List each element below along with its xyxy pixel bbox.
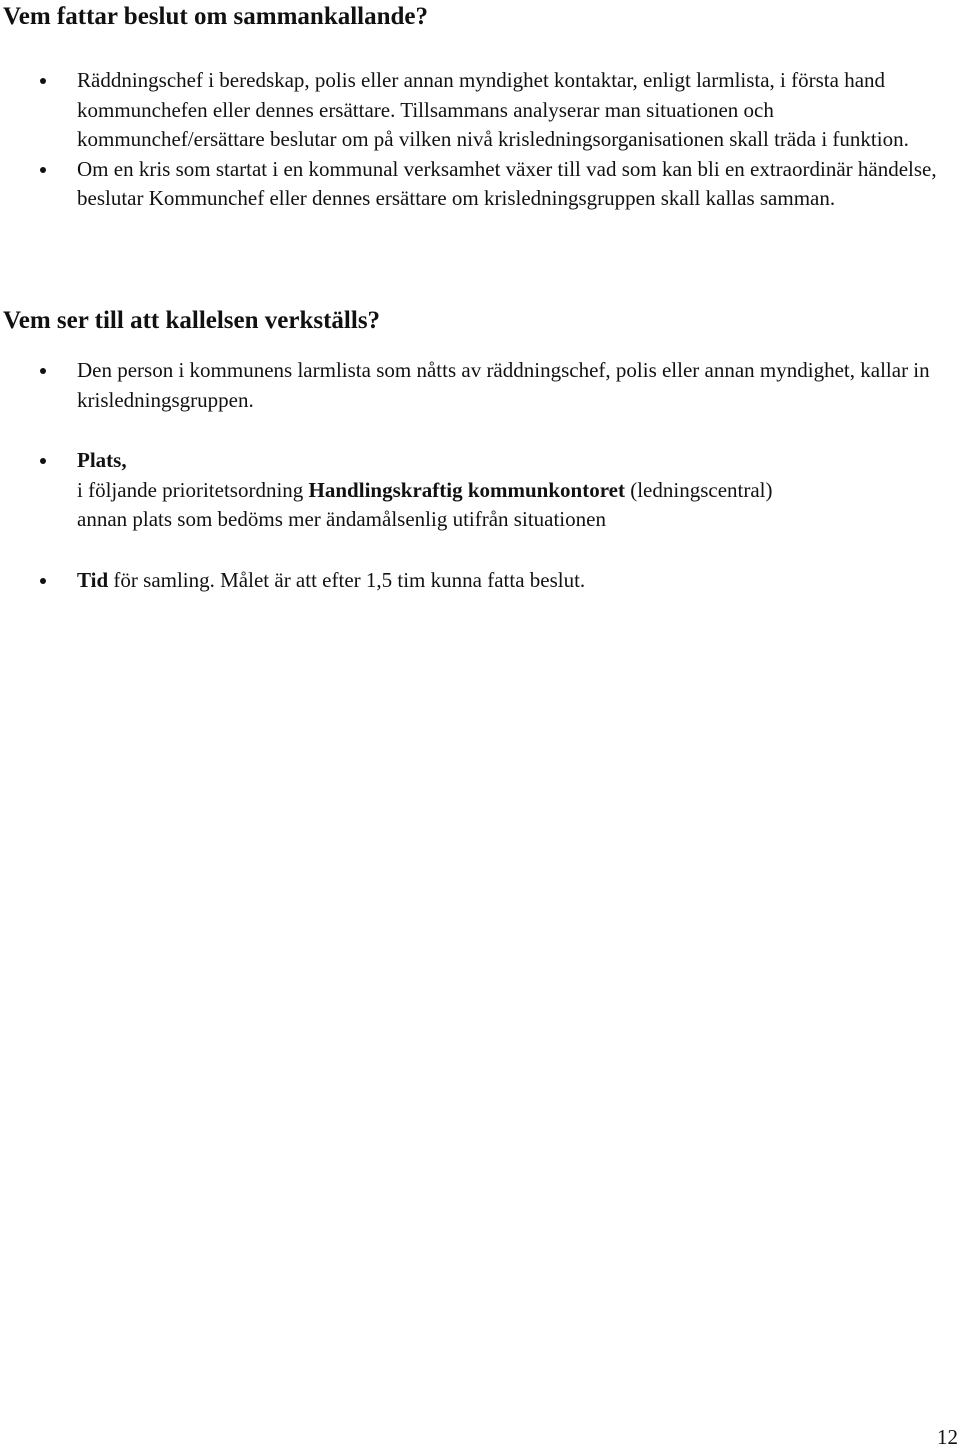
place-alternative-line: annan plats som bedöms mer ändamålsenlig utifrån situationen	[77, 507, 606, 531]
bullet-icon	[40, 368, 46, 374]
list-item-text: Den person i kommunens larmlista som nåtts av räddningschef, polis eller annan myndighet, kallar in krisledningsgruppen.	[77, 358, 930, 412]
list-item	[0, 356, 960, 415]
list-item-place	[0, 446, 960, 535]
place-priority-suffix: (ledningscentral)	[624, 477, 773, 502]
list-item-text: Räddningschef i beredskap, polis eller annan myndighet kontaktar, enligt larmlista, i första hand kommunchefen eller dennes ersättare. Tillsammans analyserar man situationen och kommunchef/ersättare beslutar om på vilken nivå krisledningsorganisationen skall träda i funktion.	[77, 68, 909, 151]
list-item	[0, 66, 960, 155]
place-priority-prefix: i följande prioritetsordning	[77, 477, 309, 502]
bullet-list-summons	[0, 356, 960, 595]
list-item-time	[0, 566, 960, 596]
bullet-icon	[40, 78, 46, 84]
place-priority-line	[77, 476, 940, 506]
page-number: 12	[937, 1425, 958, 1449]
bullet-list-decision	[0, 66, 960, 214]
list-item-text: Om en kris som startat i en kommunal verksamhet växer till vad som kan bli en extraordinär händelse, beslutar Kommunchef eller dennes ersättare om krisledningsgruppen skall kallas samman.	[77, 156, 937, 210]
section-heading-decision: Vem fattar beslut om sammankallande?	[3, 3, 429, 30]
bullet-icon	[40, 167, 46, 173]
time-label: Tid	[77, 567, 109, 592]
place-primary-location: Handlingskraftig kommunkontoret	[308, 477, 625, 502]
list-item	[0, 155, 960, 214]
bullet-icon	[40, 458, 46, 464]
bullet-icon	[40, 578, 46, 584]
time-text: för samling. Målet är att efter 1,5 tim kunna fatta beslut.	[108, 567, 586, 592]
section-heading-summons: Vem ser till att kallelsen verkställs?	[3, 307, 381, 334]
place-title: Plats,	[77, 448, 127, 472]
